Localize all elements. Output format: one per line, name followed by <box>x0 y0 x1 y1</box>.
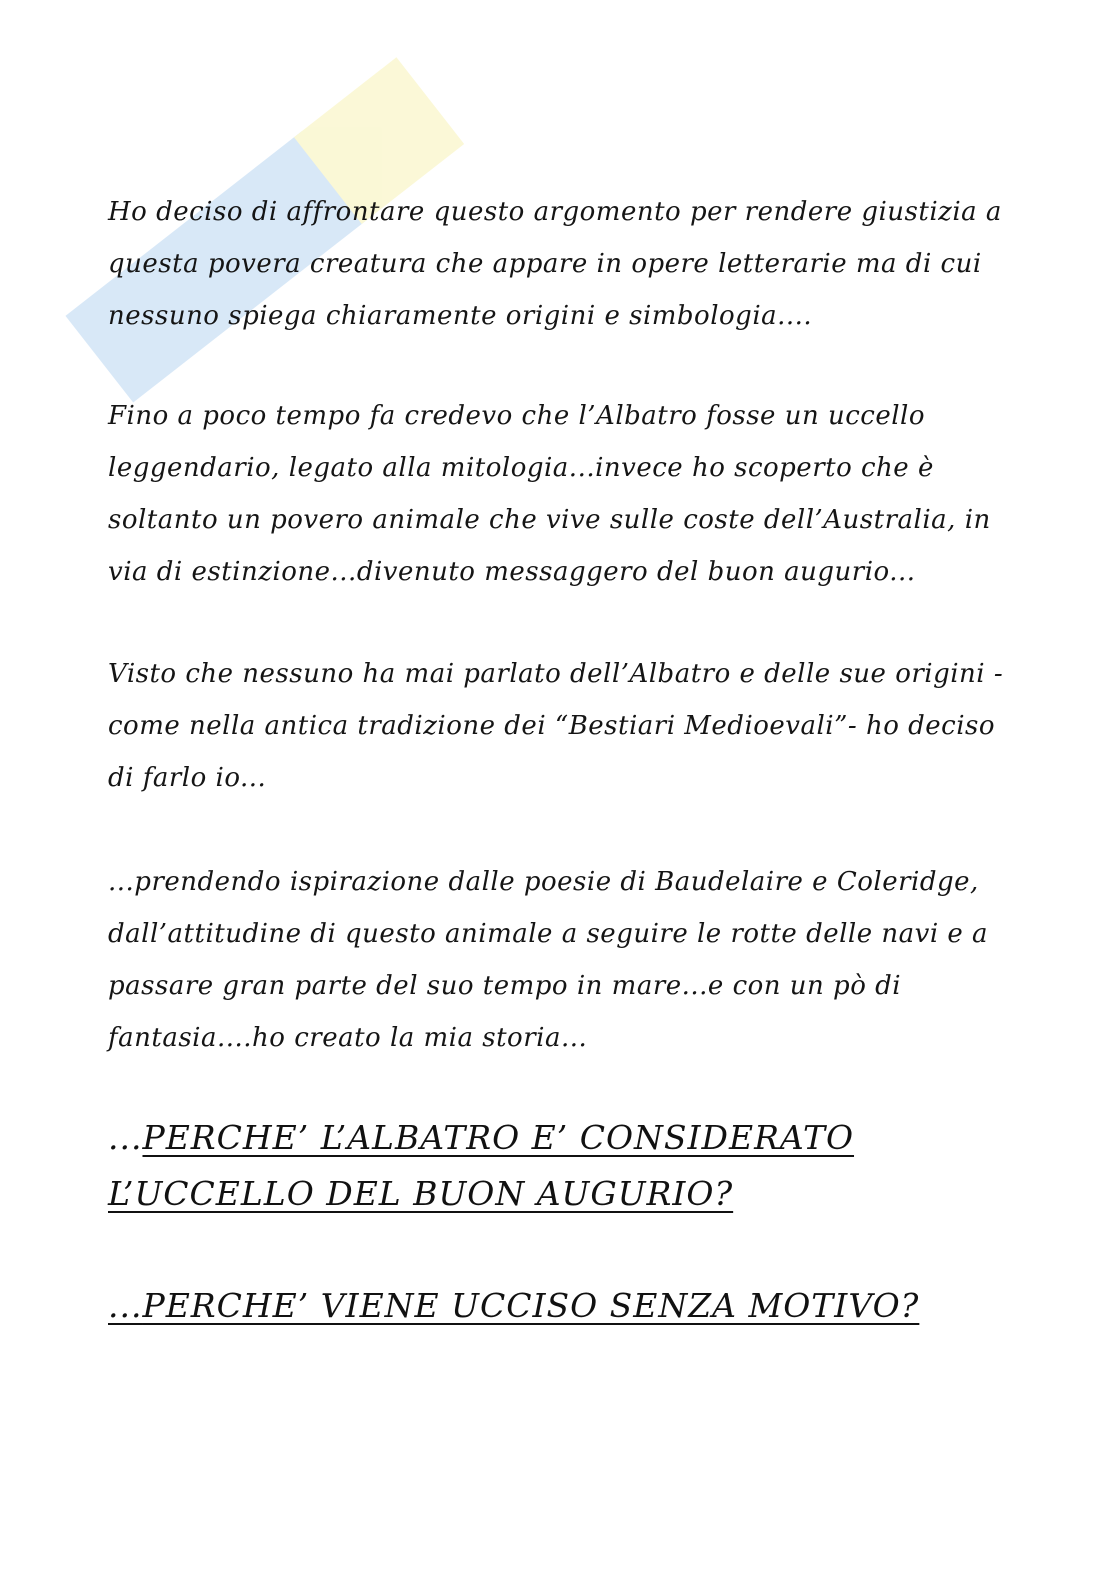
question-prefix: ... <box>108 1118 143 1157</box>
paragraph-albatro-fact: Fino a poco tempo fa credevo che l’Albatro fosse un uccello leggendario, legato alla mitologia...invece ho scoperto che è soltanto un povero animale che vive sulle coste dell’Australia, in via di estinzione...divenuto messaggero del buon augurio... <box>108 401 991 587</box>
question-text: PERCHE’ L’ALBATRO E’ CONSIDERATO L’UCCELLO DEL BUON AUGURIO? <box>108 1118 855 1213</box>
question-buon-augurio <box>108 1110 1008 1222</box>
paragraph-intro: Ho deciso di affrontare questo argomento per rendere giustizia a questa povera creatura che appare in opere letterarie ma di cui nessuno spiega chiaramente origini e simbologia.... <box>108 197 1002 331</box>
question-prefix: ... <box>108 1286 143 1325</box>
question-text: PERCHE’ VIENE UCCISO SENZA MOTIVO? <box>142 1286 920 1325</box>
question-ucciso <box>108 1278 1008 1334</box>
paragraph-inspiration: ...prendendo ispirazione dalle poesie di Baudelaire e Coleridge, dall’attitudine di questo animale a seguire le rotte delle navi e a passare gran parte del suo tempo in mare...e con un pò di fantasia....ho creato la mia storia... <box>108 867 989 1053</box>
paragraph-bestiari: Visto che nessuno ha mai parlato dell’Albatro e delle sue origini - come nella antica tradizione dei “Bestiari Medioevali”- ho deciso di farlo io... <box>108 659 1004 793</box>
